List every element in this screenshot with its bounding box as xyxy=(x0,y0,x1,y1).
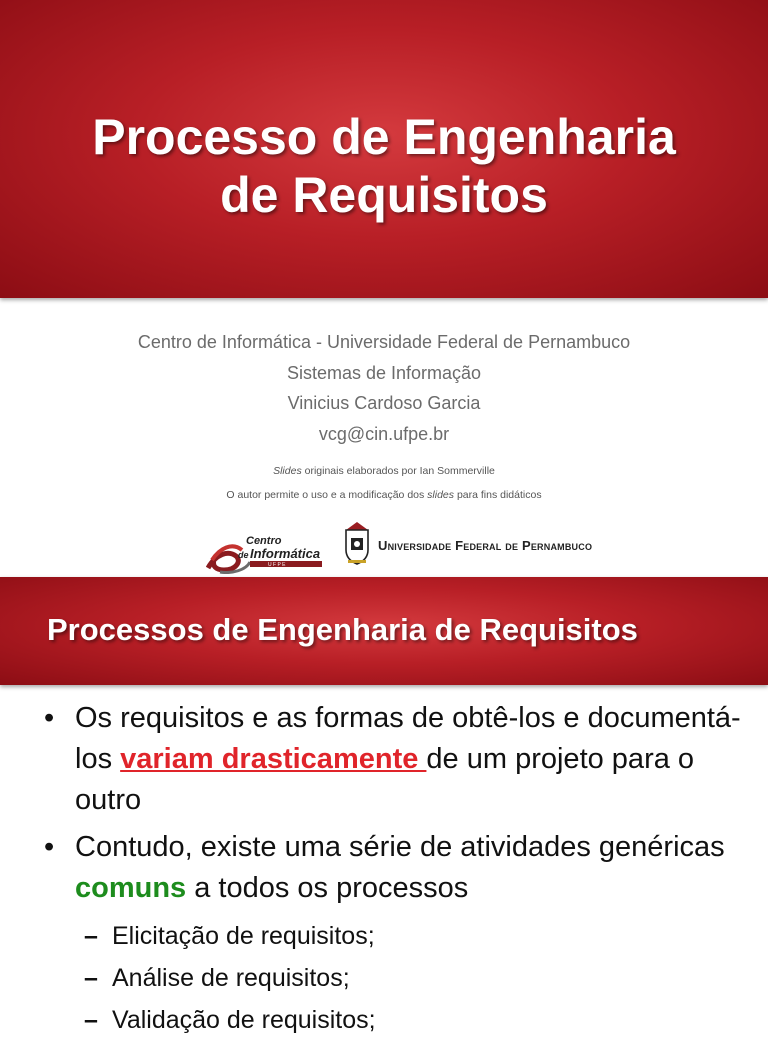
bullet-marker: • xyxy=(44,702,55,734)
sub-item-text: Análise de requisitos; xyxy=(112,964,350,992)
bullet-item xyxy=(44,827,754,909)
bullet1-text-a: Os requisitos e as formas de obtê-los e documentá-los xyxy=(75,702,741,775)
highlight-comuns: comuns xyxy=(75,872,187,904)
dash-marker: – xyxy=(84,964,98,992)
section-title: Processos de Engenharia de Requisitos xyxy=(47,612,638,647)
cin-logo-bar xyxy=(250,561,322,567)
cin-logo-line2b: Informática xyxy=(250,546,321,561)
dash-marker: – xyxy=(84,1006,98,1034)
credit-text: originais elaborados por Ian Sommerville xyxy=(301,465,495,477)
credit2-em: slides xyxy=(427,489,455,501)
slide-title xyxy=(0,108,768,224)
credit-line-2 xyxy=(0,489,768,501)
bullet1-text-b: de um projeto para o outro xyxy=(75,743,695,816)
sub-item xyxy=(44,999,754,1041)
slide-title-line2: de Requisitos xyxy=(220,167,548,223)
credit-line-1 xyxy=(0,465,768,477)
course-line: Sistemas de Informação xyxy=(286,362,482,383)
credit2-text-a: O autor permite o uso e a modificação dos xyxy=(226,489,428,501)
dash-marker: – xyxy=(84,922,98,950)
cin-logo xyxy=(206,530,324,574)
sub-item-text: Elicitação de requisitos; xyxy=(112,922,375,950)
credit-em: Slides xyxy=(273,465,302,477)
ufpe-logo-text: Universidade Federal de Pernambuco xyxy=(378,538,593,553)
institution-line: Centro de Informática - Universidade Federal de Pernambuco xyxy=(137,332,631,352)
credit2-text-b: para fins didáticos xyxy=(454,489,542,501)
highlight-variam: variam drasticamente xyxy=(120,743,427,775)
ufpe-crest xyxy=(342,520,372,566)
cin-logo-line2a: de xyxy=(238,550,249,560)
author-email: vcg@cin.ufpe.br xyxy=(318,423,450,444)
cin-logo-line1: Centro xyxy=(246,535,282,547)
sub-item xyxy=(44,915,754,957)
cin-logo-ufpe: U F P E xyxy=(268,562,286,568)
bullet-marker: • xyxy=(44,831,55,863)
sub-item-text: Validação de requisitos; xyxy=(112,1006,376,1034)
logos-row xyxy=(0,516,768,576)
author-info xyxy=(0,327,768,449)
bullet2-text-b: a todos os processos xyxy=(186,872,469,904)
bullet-list xyxy=(44,698,754,1041)
bullet2-text-a: Contudo, existe uma série de atividades genéricas xyxy=(75,831,725,863)
bullet-item xyxy=(44,698,754,821)
author-name: Vinicius Cardoso Garcia xyxy=(287,393,481,413)
sub-item xyxy=(44,957,754,999)
slide-title-line1: Processo de Engenharia xyxy=(92,109,676,165)
